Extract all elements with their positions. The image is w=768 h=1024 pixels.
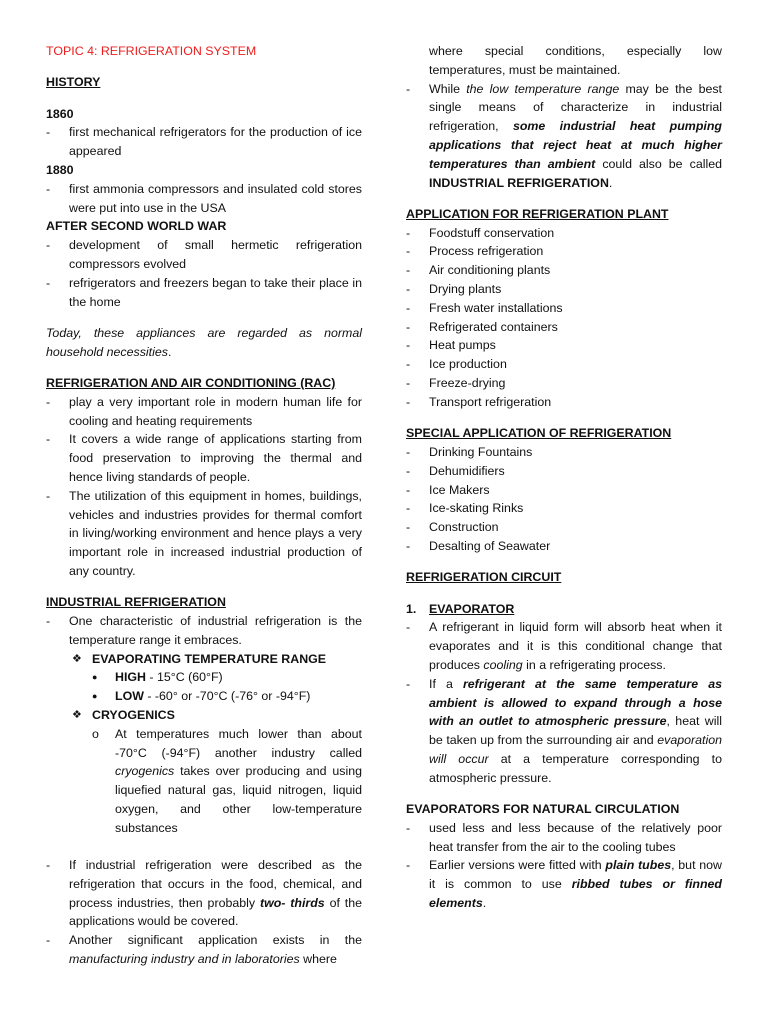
list-item: - It covers a wide range of applications starting from food preservation to improving the thermal and hence living standards of people. (46, 432, 362, 484)
list-item: - Drinking Fountains (406, 444, 533, 459)
circle-bullet-icon: o (92, 726, 99, 741)
list-item: - A refrigerant in liquid form will absorb heat when it evaporates and it is this conditional change that produces cooling in a refrigerating process. (406, 620, 722, 672)
industrial-heading: INDUSTRIAL REFRIGERATION (46, 595, 226, 610)
list-item: - Transport refrigeration (406, 394, 552, 409)
special-list (406, 443, 722, 556)
list-item: - refrigerators and freezers began to take their place in the home (46, 275, 362, 309)
diamond-bullet-icon: ❖ (72, 709, 82, 721)
natural-heading: EVAPORATORS FOR NATURAL CIRCULATION (406, 801, 680, 816)
list-item: - development of small hermetic refrigeration compressors evolved (46, 238, 362, 271)
list-item: - first ammonia compressors and insulated cold stores were put into use in the USA (46, 181, 362, 215)
list-item: - first mechanical refrigerators for the production of ice appeared (46, 125, 362, 159)
right-column (406, 42, 722, 913)
list-item: - Foodstuff conservation (406, 225, 555, 240)
list-item: - Another significant application exists in the manufacturing industry and in laboratories where (46, 933, 362, 967)
bullet-icon: ● (92, 672, 98, 683)
left-column (46, 42, 362, 969)
list-item: - Freeze-drying (406, 376, 506, 391)
list-item: - Construction (406, 520, 499, 535)
today-note: Today, these appliances are regarded as normal household necessities. (46, 325, 362, 359)
list-item: - Earlier versions were fitted with plain tubes, but now it is common to use ribbed tubes or finned elements. (406, 858, 723, 910)
cryogenics-heading: ❖ CRYOGENICS (46, 706, 362, 725)
list-item: - Desalting of Seawater (406, 538, 551, 553)
list-item: - The utilization of this equipment in homes, buildings, vehicles and industries provides for thermal comfort in living/working environment and hence plays a very important role in increased industrial production of any country. (46, 488, 362, 578)
list-item: - Refrigerated containers (406, 319, 558, 334)
item3-continues: where (299, 952, 337, 967)
rac-heading: REFRIGERATION AND AIR CONDITIONING (RAC) (46, 375, 336, 390)
list-item: - Ice Makers (406, 482, 490, 497)
list-item: - Dehumidifiers (406, 463, 505, 478)
list-item: - Air conditioning plants (406, 263, 551, 278)
list-item: - play a very important role in modern human life for cooling and heating requirements (46, 394, 362, 428)
list-item: - Ice-skating Rinks (406, 501, 524, 516)
topic-title: TOPIC 4: REFRIGERATION SYSTEM (46, 44, 257, 58)
applications-list (406, 224, 722, 412)
year-1860: 1860 (46, 106, 74, 121)
list-item: - Drying plants (406, 282, 502, 297)
circuit-heading: REFRIGERATION CIRCUIT (406, 570, 562, 585)
list-item: - If a refrigerant at the same temperature as ambient is allowed to expand through a hose with an outlet to atmospheric pressure, heat will be taken up from the surrounding air and evaporation will occur at a temperature corresponding to atmospheric pressure. (406, 676, 722, 785)
list-item: - Fresh water installations (406, 300, 563, 315)
list-item: - One characteristic of industrial refrigeration is the temperature range it embraces. (46, 614, 362, 647)
list-item-continued: where special conditions, especially low temperatures, must be maintained. (429, 44, 722, 77)
applications-heading: APPLICATION FOR REFRIGERATION PLANT (406, 206, 669, 221)
special-heading: SPECIAL APPLICATION OF REFRIGERATION (406, 426, 672, 441)
bullet-icon: ● (92, 691, 98, 702)
cryogenics-text: o At temperatures much lower than about -70°C (-94°F) another industry called cryogenics takes over producing and using liquefied natural gas, liquid nitrogen, liquid oxygen, and other low-temperature substances (92, 726, 362, 835)
evaporator-heading: 1. EVAPORATOR (406, 601, 515, 616)
list-item: - If industrial refrigeration were described as the refrigeration that occurs in the food, chemical, and process industries, then probably two- thirds of the applications would be covered. (46, 858, 362, 929)
list-item: - Heat pumps (406, 338, 496, 353)
diamond-bullet-icon: ❖ (72, 652, 82, 665)
history-heading: HISTORY (46, 75, 101, 90)
list-item: - used less and less because of the relatively poor heat transfer from the air to the cooling tubes (406, 820, 722, 854)
year-1880: 1880 (46, 162, 74, 177)
list-item: - While the low temperature range may be the best single means of characterize in industrial refrigeration, some industrial heat pumping applications that reject heat at much higher temperatures than ambient could also be called INDUSTRIAL REFRIGERATION. (406, 81, 722, 190)
list-item: - Process refrigeration (406, 244, 544, 259)
postwar-heading: AFTER SECOND WORLD WAR (46, 219, 227, 234)
list-item: - Ice production (406, 357, 507, 372)
high-range: ● HIGH - 15°C (60°F) (46, 668, 362, 687)
evap-range-heading: ❖ EVAPORATING TEMPERATURE RANGE (46, 650, 362, 669)
low-range: ● LOW - -60° or -70°C (-76° or -94°F) (46, 687, 362, 706)
